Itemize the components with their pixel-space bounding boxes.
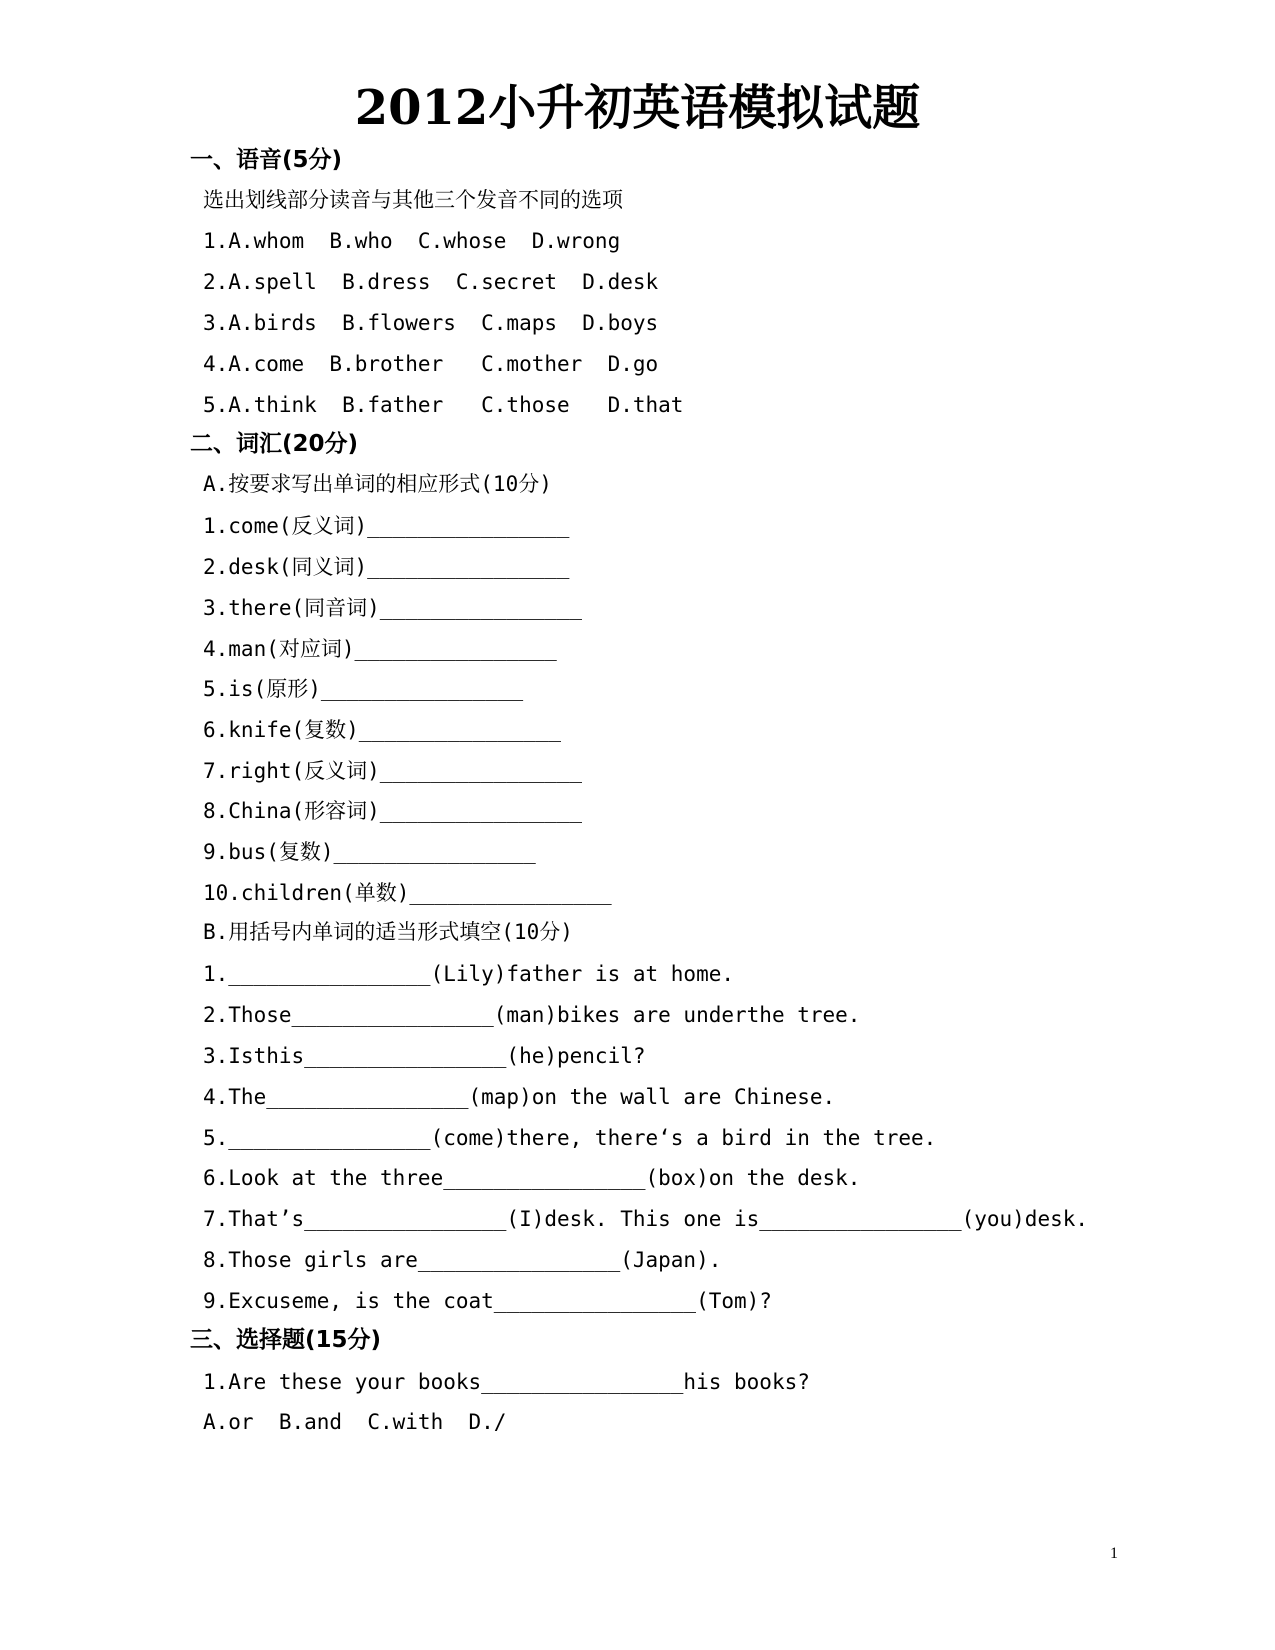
vocab-b-question-7: 7.That’s________________(I)desk. This one is________________(you)desk. (203, 1207, 1089, 1231)
vocab-part-b-instruction: B.用括号内单词的适当形式填空(10分) (203, 920, 573, 944)
section-heading-phonetics: 一、语音(5分) (190, 147, 343, 173)
section-heading-choice: 三、选择题(15分) (190, 1327, 382, 1353)
vocab-a-question-8: 8.China(形容词)________________ (203, 799, 583, 823)
vocab-a-question-7: 7.right(反义词)________________ (203, 759, 583, 783)
phonetics-question-1: 1.A.whom B.who C.whose D.wrong (203, 229, 621, 253)
vocab-a-question-2: 2.desk(同义词)________________ (203, 555, 570, 579)
vocab-b-question-8: 8.Those girls are________________(Japan). (203, 1248, 722, 1272)
choice-question-1-options: A.or B.and C.with D./ (203, 1410, 507, 1434)
page-number: 1 (1110, 1545, 1118, 1562)
phonetics-question-5: 5.A.think B.father C.those D.that (203, 393, 684, 417)
vocab-a-question-10: 10.children(单数)________________ (203, 881, 612, 905)
phonetics-question-2: 2.A.spell B.dress C.secret D.desk (203, 270, 659, 294)
section-heading-vocabulary: 二、词汇(20分) (190, 431, 359, 457)
vocab-b-question-5: 5.________________(come)there, there‘s a bird in the tree. (203, 1126, 937, 1150)
vocab-b-question-3: 3.Isthis________________(he)pencil? (203, 1044, 646, 1068)
vocab-b-question-2: 2.Those________________(man)bikes are underthe tree. (203, 1003, 861, 1027)
choice-question-1-stem: 1.Are these your books________________his books? (203, 1370, 810, 1394)
vocab-part-a-instruction: A.按要求写出单词的相应形式(10分) (203, 472, 552, 496)
vocab-b-question-9: 9.Excuseme, is the coat________________(Tom)? (203, 1289, 772, 1313)
vocab-a-question-4: 4.man(对应词)________________ (203, 637, 557, 661)
vocab-b-question-6: 6.Look at the three________________(box)on the desk. (203, 1166, 861, 1190)
vocab-a-question-3: 3.there(同音词)________________ (203, 596, 583, 620)
vocab-b-question-1: 1.________________(Lily)father is at home. (203, 962, 735, 986)
vocab-a-question-5: 5.is(原形)________________ (203, 677, 524, 701)
vocab-a-question-6: 6.knife(复数)________________ (203, 718, 562, 742)
page-title: 2012小升初英语模拟试题 (354, 80, 921, 136)
phonetics-question-4: 4.A.come B.brother C.mother D.go (203, 352, 659, 376)
vocab-b-question-4: 4.The________________(map)on the wall are Chinese. (203, 1085, 836, 1109)
vocab-a-question-1: 1.come(反义词)________________ (203, 514, 570, 538)
phonetics-question-3: 3.A.birds B.flowers C.maps D.boys (203, 311, 659, 335)
vocab-a-question-9: 9.bus(复数)________________ (203, 840, 536, 864)
phonetics-instruction: 选出划线部分读音与其他三个发音不同的选项 (203, 188, 623, 212)
